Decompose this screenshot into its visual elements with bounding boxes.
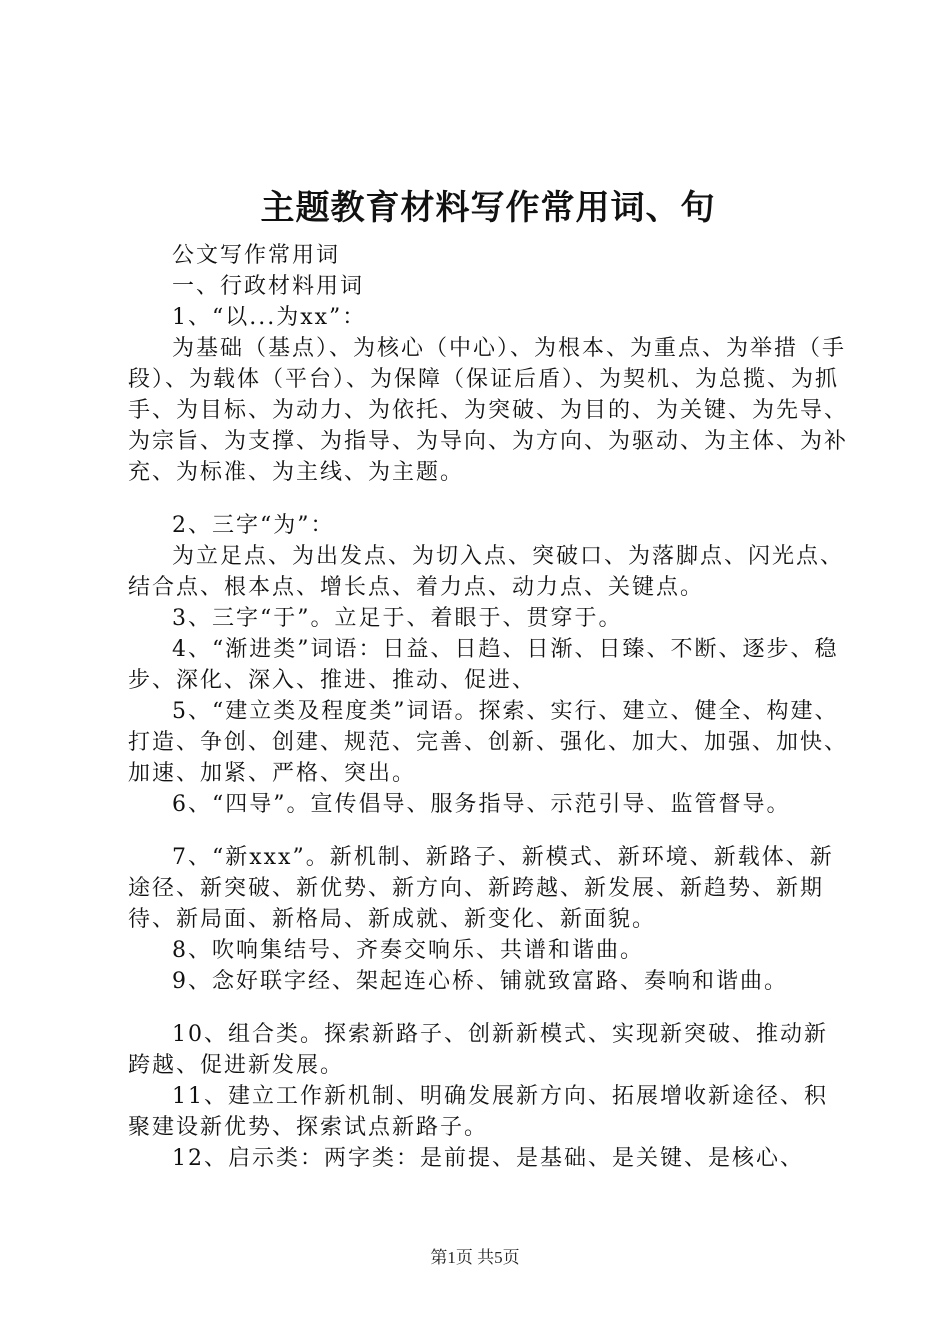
paragraph: 为基础（基点）、为核心（中心）、为根本、为重点、为举措（手段）、为载体（平台）、为保障（保证后盾）、为契机、为总揽、为抓手、为目标、为动力、为依托、为突破、为目的、为关键、为先导、为宗旨、为支撑、为指导、为导向、为方向、为驱动、为主体、为补充、为标准、为主线、为主题。 xyxy=(128,336,849,485)
paragraph: 12、启示类：两字类：是前提、是基础、是关键、是核心、 xyxy=(172,1146,804,1171)
paragraph: 7、“新xxx”。新机制、新路子、新模式、新环境、新载体、新途径、新突破、新优势、新方向、新跨越、新发展、新趋势、新期待、新局面、新格局、新成就、新变化、新面貌。 xyxy=(128,845,834,932)
paragraph: 4、“渐进类”词语：日益、日趋、日渐、日臻、不断、逐步、稳步、深化、深入、推进、推动、促进、 xyxy=(128,637,839,693)
paragraph: 10、组合类。探索新路子、创新新模式、实现新突破、推动新跨越、促进新发展。 xyxy=(128,1022,828,1078)
paragraph: 1、“以...为xx”： xyxy=(172,305,367,330)
paragraph: 5、“建立类及程度类”词语。探索、实行、建立、健全、构建、打造、争创、创建、规范、完善、创新、强化、加大、加强、加快、加速、加紧、严格、突出。 xyxy=(128,699,849,786)
paragraph: 2、三字“为”： xyxy=(172,513,335,538)
paragraph: 一、行政材料用词 xyxy=(172,274,365,299)
page-footer: 第1页 共5页 xyxy=(430,1248,520,1267)
paragraph-spacer xyxy=(128,488,848,510)
document-page xyxy=(128,180,848,1174)
paragraph: 9、念好联字经、架起连心桥、铺就致富路、奏响和谐曲。 xyxy=(172,969,788,994)
paragraph: 8、吹响集结号、齐奏交响乐、共谱和谐曲。 xyxy=(172,938,644,963)
paragraph: 为立足点、为出发点、为切入点、突破口、为落脚点、闪光点、结合点、根本点、增长点、着力点、动力点、关键点。 xyxy=(128,544,845,600)
document-title: 主题教育材料写作常用词、句 xyxy=(260,188,716,228)
paragraph: 6、“四导”。宣传倡导、服务指导、示范引导、监管督导。 xyxy=(172,792,791,817)
paragraph: 公文写作常用词 xyxy=(172,243,341,268)
paragraph: 11、建立工作新机制、明确发展新方向、拓展增收新途径、积聚建设新优势、探索试点新路子。 xyxy=(128,1084,828,1140)
document-body xyxy=(128,240,848,1174)
paragraph: 3、三字“于”。立足于、着眼于、贯穿于。 xyxy=(172,606,623,631)
paragraph-spacer xyxy=(128,820,848,842)
paragraph-spacer xyxy=(128,997,848,1019)
